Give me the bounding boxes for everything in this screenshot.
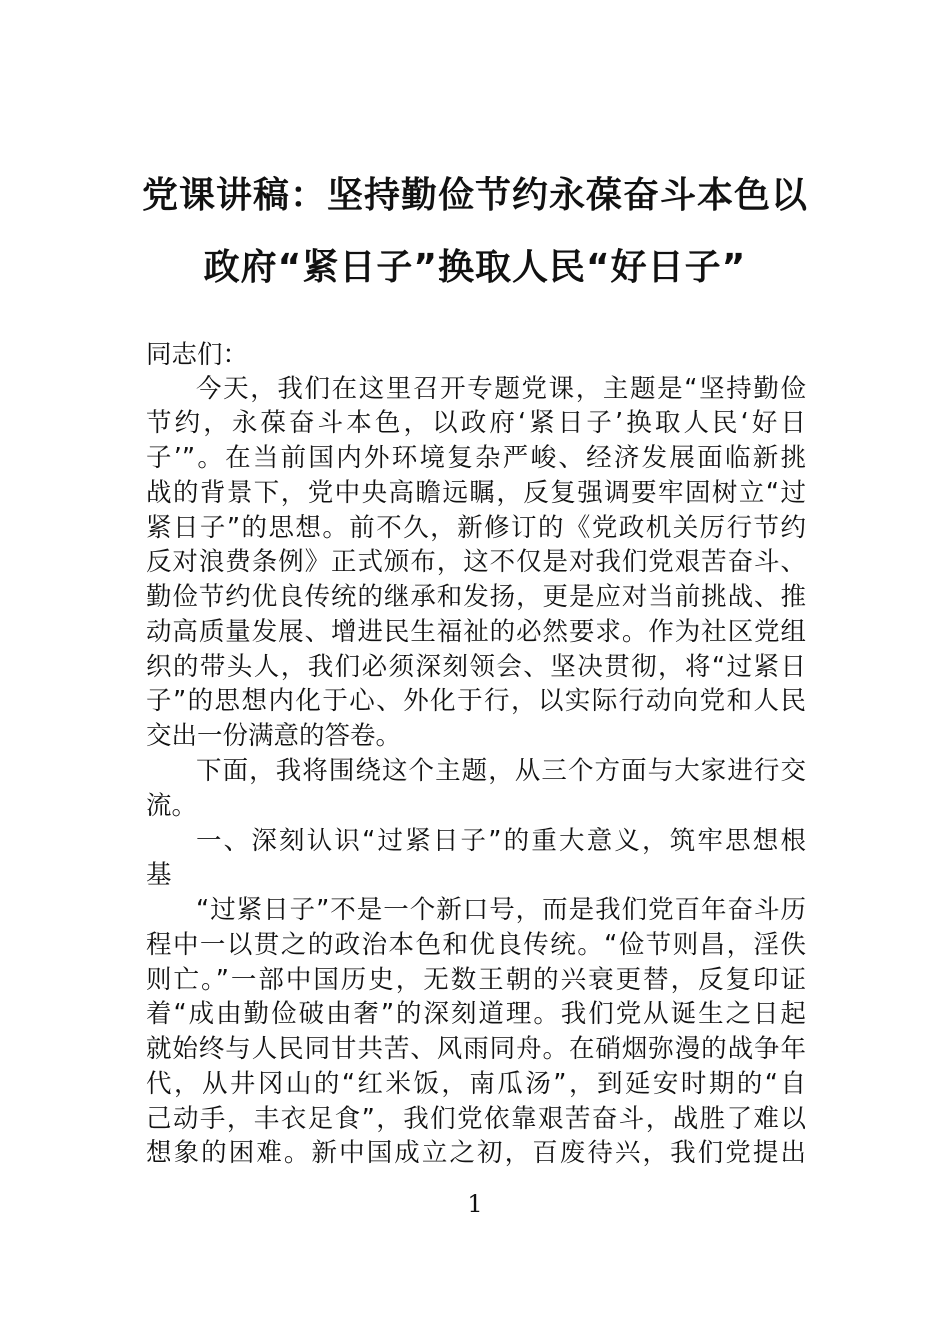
body-line: 今天，我们在这里召开专题党课，主题是“坚持勤俭	[196, 374, 806, 404]
body-line: 勤俭节约优良传统的继承和发扬，更是应对当前挑战、推	[146, 582, 806, 612]
body-line: 想象的困难。新中国成立之初，百废待兴，我们党提出	[146, 1138, 806, 1168]
body-line: 代，从井冈山的“红米饭，南瓜汤”，到延安时期的“自	[146, 1069, 806, 1099]
body-line: 流。	[146, 791, 198, 821]
body-line: 紧日子”的思想。前不久，新修订的《党政机关厉行节约	[146, 513, 806, 543]
body-line: 织的带头人，我们必须深刻领会、坚决贯彻，将“过紧日	[146, 652, 806, 682]
body-line: 下面，我将围绕这个主题，从三个方面与大家进行交	[196, 756, 806, 786]
body-line: 子’”。在当前国内外环境复杂严峻、经济发展面临新挑	[146, 443, 806, 473]
body-line: 就始终与人民同甘共苦、风雨同舟。在硝烟弥漫的战争年	[146, 1034, 806, 1064]
body-line: 动高质量发展、增进民生福祉的必然要求。作为社区党组	[146, 617, 806, 647]
section-heading-line: 基	[146, 860, 172, 890]
salutation: 同志们：	[146, 340, 249, 370]
body-line: “过紧日子”不是一个新口号，而是我们党百年奋斗历	[196, 895, 806, 925]
body-line: 己动手，丰衣足食”，我们党依靠艰苦奋斗，战胜了难以	[146, 1104, 806, 1134]
body-line: 则亡。”一部中国历史，无数王朝的兴衰更替，反复印证	[146, 965, 806, 995]
body-line: 节约，永葆奋斗本色，以政府‘紧日子’换取人民‘好日	[146, 408, 806, 438]
document-title-line-1: 党课讲稿：坚持勤俭节约永葆奋斗本色以	[141, 175, 808, 216]
body-line: 反对浪费条例》正式颁布，这不仅是对我们党艰苦奋斗、	[146, 547, 806, 577]
body-line: 战的背景下，党中央高瞻远瞩，反复强调要牢固树立“过	[146, 478, 806, 508]
section-heading-line: 一、深刻认识“过紧日子”的重大意义，筑牢思想根	[196, 826, 806, 856]
body-line: 着“成由勤俭破由奢”的深刻道理。我们党从诞生之日起	[146, 999, 806, 1029]
body-line: 子”的思想内化于心、外化于行，以实际行动向党和人民	[146, 686, 806, 716]
page-number: 1	[467, 1190, 483, 1218]
body-line: 程中一以贯之的政治本色和优良传统。“俭节则昌，淫佚	[146, 930, 806, 960]
body-line: 交出一份满意的答卷。	[146, 721, 402, 751]
document-title-line-2: 政府“紧日子”换取人民“好日子”	[203, 247, 747, 288]
